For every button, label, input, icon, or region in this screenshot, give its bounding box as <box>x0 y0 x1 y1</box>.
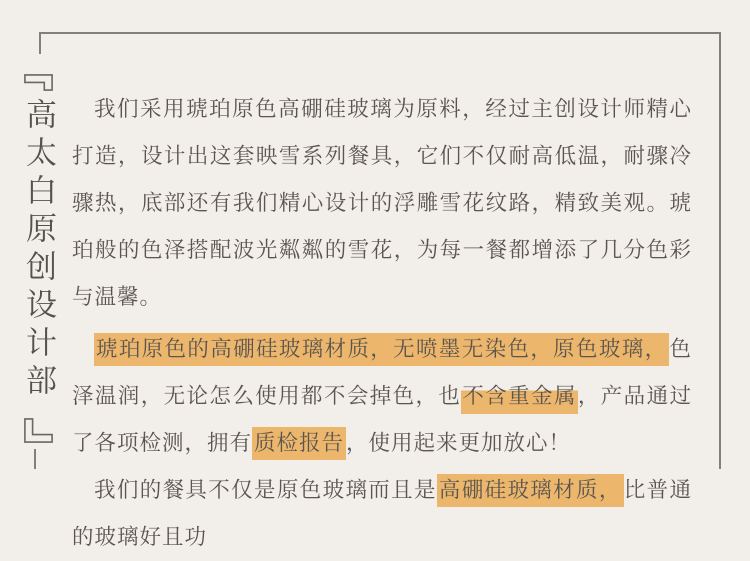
studio-title: 高太白原创设计部 <box>21 98 56 402</box>
text-segment: 色泽温润，无论怎么使用都不会掉色，也 <box>72 337 692 408</box>
highlighted-text: 琥珀原色的高硼硅玻璃材质，无喷墨无染色，原色玻璃， <box>94 333 669 366</box>
paragraph-material <box>72 326 692 467</box>
underline-highlighted-text: 不含重金属 <box>461 382 578 414</box>
text-segment: ，产品通过了各项检测，拥有 <box>72 384 692 455</box>
article <box>72 86 692 561</box>
highlighted-text: 质检报告 <box>252 427 346 460</box>
frame-top-line <box>39 32 721 34</box>
paragraph-intro <box>72 86 692 321</box>
frame-right-line <box>719 32 721 469</box>
frame-left-stub-line <box>39 32 41 54</box>
frame-bottom-stub-line <box>34 449 36 469</box>
corner-bracket-open-icon <box>24 74 53 91</box>
vertical-title-bar <box>19 74 57 443</box>
text-segment: 我们的餐具不仅是原色玻璃而且是 <box>94 478 437 502</box>
paragraph-quality <box>72 467 692 561</box>
text-segment: 我们采用琥珀原色高硼硅玻璃为原料，经过主创设计师精心打造，设计出这套映雪系列餐具，它们不仅耐高低温，耐骤冷骤热，底部还有我们精心设计的浮雕雪花纹路，精致美观。琥珀般的色泽搭配波光粼粼的雪花，为每一餐都增添了几分色彩与温馨。 <box>72 97 692 309</box>
text-segment: 比普通的玻璃好且功 <box>72 478 692 549</box>
corner-bracket-close-icon <box>24 418 53 443</box>
text-segment: ，使用起来更加放心！ <box>346 431 572 455</box>
highlighted-text: 高硼硅玻璃材质， <box>437 474 624 507</box>
